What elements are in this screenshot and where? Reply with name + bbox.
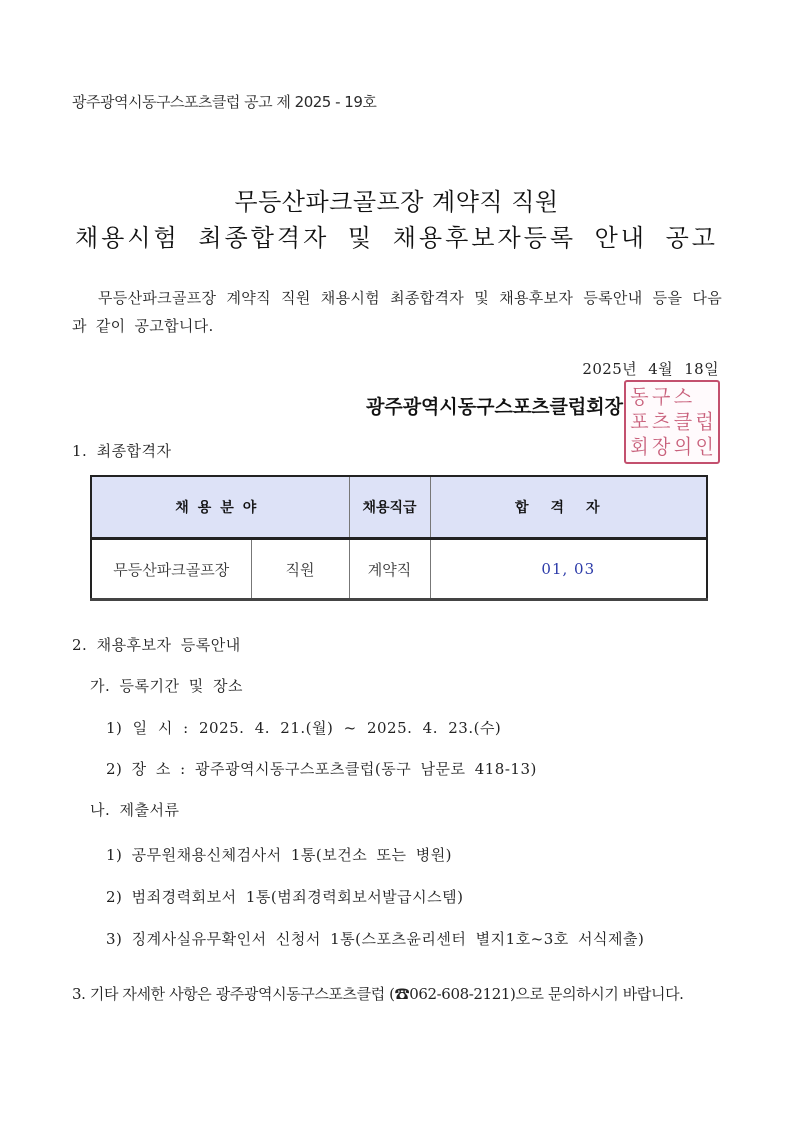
subsection-b-heading: 나. 제출서류 <box>90 801 180 819</box>
page-title-line1: 무등산파크골프장 계약직 직원 <box>234 188 559 216</box>
cell-passers: 01, 03 <box>430 539 707 600</box>
seal-glyph: 의 <box>673 435 693 459</box>
seal-glyph: 인 <box>695 435 714 459</box>
table-header-row <box>91 476 707 539</box>
list-item-document-3: 3) 징계사실유무확인서 신청서 1통(스포츠윤리센터 별지1호~3호 서식제출) <box>106 930 645 948</box>
final-passers-table <box>90 475 708 601</box>
notice-date: 2025년 4월 18일 <box>582 360 719 378</box>
section-2-heading: 2. 채용후보자 등록안내 <box>72 636 241 654</box>
intro-paragraph: 무등산파크골프장 계약직 직원 채용시험 최종합격자 및 채용후보자 등록안내 등을 다음과 같이 공고합니다. <box>72 289 722 335</box>
seal-glyph: 회 <box>630 435 649 459</box>
section-3-contact-note: 3. 기타 자세한 사항은 광주광역시동구스포츠클럽 (☎062-608-2121)으로 문의하시기 바랍니다. <box>72 985 684 1003</box>
table-row <box>91 539 707 600</box>
list-item-schedule: 1) 일 시 : 2025. 4. 21.(월) ~ 2025. 4. 23.(수) <box>106 719 502 737</box>
cell-position: 직원 <box>251 539 349 600</box>
seal-glyph: 클 <box>673 410 693 434</box>
seal-glyph: 츠 <box>651 410 671 434</box>
header-passers: 합격자 <box>430 476 707 539</box>
seal-glyph: 구 <box>651 385 671 409</box>
header-recruitment-grade: 채용직급 <box>349 476 430 539</box>
subsection-a-heading: 가. 등록기간 및 장소 <box>90 677 243 695</box>
page-title-line2: 채용시험 최종합격자 및 채용후보자등록 안내 공고 <box>74 224 718 252</box>
issuer-name: 광주광역시동구스포츠클럽회장 <box>366 396 623 418</box>
seal-glyph: 동 <box>630 385 649 409</box>
list-item-document-1: 1) 공무원채용신체검사서 1통(보건소 또는 병원) <box>106 846 453 864</box>
cell-grade: 계약직 <box>349 539 430 600</box>
section-1-heading: 1. 최종합격자 <box>72 442 172 460</box>
seal-glyph <box>694 384 715 409</box>
notice-number: 광주광역시동구스포츠클럽 공고 제 2025 - 19호 <box>72 93 377 111</box>
official-seal-icon <box>624 380 720 464</box>
seal-glyph: 스 <box>673 385 693 409</box>
cell-facility: 무등산파크골프장 <box>91 539 251 600</box>
list-item-document-2: 2) 범죄경력회보서 1통(범죄경력회보서발급시스템) <box>106 888 464 906</box>
seal-glyph: 장 <box>651 435 671 459</box>
seal-glyph: 포 <box>630 410 649 434</box>
header-recruitment-field: 채용분야 <box>91 476 349 539</box>
list-item-location: 2) 장 소 : 광주광역시동구스포츠클럽(동구 남문로 418-13) <box>106 760 537 778</box>
seal-glyph: 럽 <box>695 410 714 434</box>
